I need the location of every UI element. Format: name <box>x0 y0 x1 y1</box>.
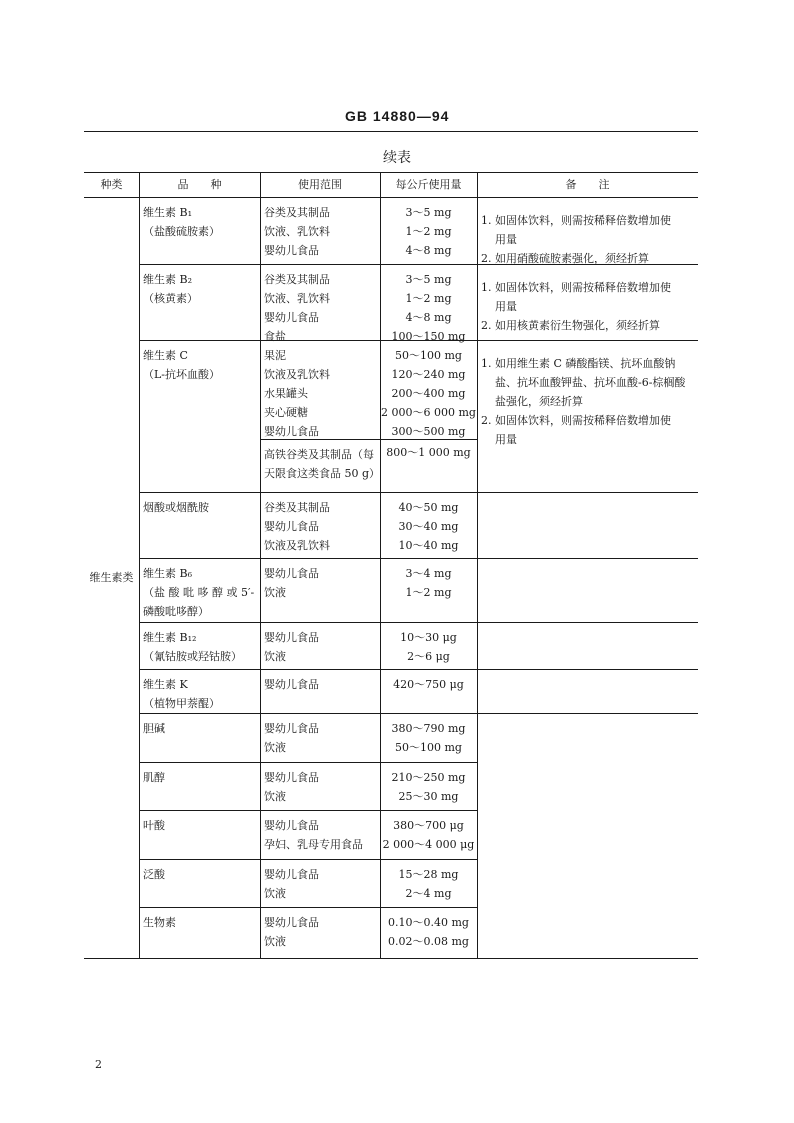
row-divider <box>139 713 477 714</box>
use-scope: 水果罐头 <box>264 387 308 400</box>
variety-name: 叶酸 <box>143 819 165 832</box>
remark-text: 2. 如固体饮料，则需按稀释倍数增加使 <box>481 414 671 427</box>
row-divider <box>139 762 477 763</box>
vitamin-fortification-table <box>84 172 698 958</box>
remark-text: 盐强化，须经折算 <box>495 395 583 408</box>
dosage-per-kg: 200～400 mg <box>391 387 466 400</box>
use-scope: 婴幼儿食品 <box>264 425 319 438</box>
use-scope: 婴幼儿食品 <box>264 771 319 784</box>
variety-name: （盐 酸 吡 哆 醇 或 5′- <box>143 586 255 599</box>
header-rule <box>84 131 698 132</box>
variety-name: （核黄素） <box>143 292 198 305</box>
variety-name: 泛酸 <box>143 868 165 881</box>
row-divider <box>139 810 477 811</box>
variety-name: （盐酸硫胺素） <box>143 225 220 238</box>
dosage-per-kg: 0.10～0.40 mg <box>388 916 469 929</box>
page-number: 2 <box>95 1058 102 1071</box>
use-scope: 饮液 <box>264 586 286 599</box>
dosage-per-kg: 3～4 mg <box>405 567 452 580</box>
remark-text: 用量 <box>495 433 517 446</box>
notes-divider <box>477 622 698 623</box>
dosage-per-kg: 4～8 mg <box>405 244 452 257</box>
variety-name: 维生素 B₁ <box>143 206 192 219</box>
variety-name: （植物甲萘醌） <box>143 697 220 710</box>
row-divider <box>139 669 477 670</box>
table-bottom-rule <box>84 958 698 959</box>
column-header: 每公斤使用量 <box>395 178 462 191</box>
row-divider <box>139 492 698 493</box>
remark-text: 用量 <box>495 233 517 246</box>
use-scope: 高铁谷类及其制品（每 <box>264 448 374 461</box>
column-rule <box>260 172 261 958</box>
dosage-per-kg: 25～30 mg <box>398 790 459 803</box>
variety-name: 维生素 B₆ <box>143 567 192 580</box>
dosage-per-kg: 2～6 μg <box>407 650 450 663</box>
variety-name: 磷酸吡哆醇） <box>143 605 209 618</box>
dosage-per-kg: 3～5 mg <box>405 206 452 219</box>
use-scope: 谷类及其制品 <box>264 206 330 219</box>
standard-code: GB 14880—94 <box>345 108 450 124</box>
use-scope: 婴幼儿食品 <box>264 244 319 257</box>
use-scope: 孕妇、乳母专用食品 <box>264 838 363 851</box>
dosage-per-kg: 1～2 mg <box>405 586 452 599</box>
use-scope: 天限食这类食品 50 g） <box>264 467 381 480</box>
use-scope: 饮液 <box>264 650 286 663</box>
dosage-per-kg: 4～8 mg <box>405 311 452 324</box>
use-scope: 婴幼儿食品 <box>264 819 319 832</box>
dosage-per-kg: 40～50 mg <box>398 501 459 514</box>
use-scope: 婴幼儿食品 <box>264 567 319 580</box>
remark-text: 1. 如用维生素 C 磷酸酯镁、抗坏血酸钠 <box>481 357 676 370</box>
use-scope: 婴幼儿食品 <box>264 311 319 324</box>
column-header: 使用范围 <box>298 178 342 191</box>
dosage-per-kg: 100～150 mg <box>391 330 466 343</box>
variety-name: 肌醇 <box>143 771 165 784</box>
row-divider <box>139 558 477 559</box>
dosage-per-kg: 1～2 mg <box>405 225 452 238</box>
dosage-per-kg: 0.02～0.08 mg <box>388 935 469 948</box>
dosage-per-kg: 50～100 mg <box>395 741 462 754</box>
dosage-per-kg: 420～750 μg <box>393 678 464 691</box>
variety-name: 维生素 B₁₂ <box>143 631 197 644</box>
dosage-per-kg: 30～40 mg <box>398 520 459 533</box>
table-top-rule <box>84 172 698 173</box>
use-scope: 夹心硬糖 <box>264 406 308 419</box>
use-scope: 饮液 <box>264 935 286 948</box>
dosage-per-kg: 2 000～4 000 μg <box>382 838 475 851</box>
dosage-per-kg: 15～28 mg <box>398 868 459 881</box>
notes-divider <box>477 713 698 714</box>
column-header: 备 注 <box>565 178 610 191</box>
use-scope: 婴幼儿食品 <box>264 868 319 881</box>
variety-name: 胆碱 <box>143 722 165 735</box>
variety-name: 维生素 C <box>143 349 188 362</box>
dosage-per-kg: 3～5 mg <box>405 273 452 286</box>
dosage-per-kg: 2 000～6 000 mg <box>381 406 476 419</box>
dosage-per-kg: 380～700 μg <box>393 819 464 832</box>
use-scope: 谷类及其制品 <box>264 501 330 514</box>
table-caption: 续表 <box>383 150 411 166</box>
variety-name: （氰钴胺或羟钴胺） <box>143 650 242 663</box>
category-label: 维生素类 <box>89 570 134 584</box>
row-divider <box>139 907 477 908</box>
column-header: 种类 <box>100 178 123 191</box>
column-rule <box>139 172 140 958</box>
dosage-per-kg: 10～30 μg <box>400 631 457 644</box>
use-scope: 饮液、乳饮料 <box>264 225 330 238</box>
header-bottom-rule <box>84 197 698 198</box>
dosage-per-kg: 300～500 mg <box>391 425 466 438</box>
variety-name: 烟酸或烟酰胺 <box>143 501 209 514</box>
use-scope: 饮液及乳饮料 <box>264 368 330 381</box>
use-scope: 饮液、乳饮料 <box>264 292 330 305</box>
column-header: 品 种 <box>177 178 222 191</box>
remark-text: 1. 如固体饮料，则需按稀释倍数增加使 <box>481 281 671 294</box>
use-scope: 饮液及乳饮料 <box>264 539 330 552</box>
dosage-per-kg: 800～1 000 mg <box>386 446 471 459</box>
row-divider <box>139 859 477 860</box>
column-rule <box>477 172 478 958</box>
remark-text: 盐、抗坏血酸钾盐、抗坏血酸-6-棕榈酸 <box>495 376 686 389</box>
use-scope: 婴幼儿食品 <box>264 916 319 929</box>
variety-name: （L-抗坏血酸） <box>143 368 221 381</box>
use-scope: 婴幼儿食品 <box>264 520 319 533</box>
dosage-per-kg: 2～4 mg <box>405 887 452 900</box>
notes-divider <box>477 558 698 559</box>
use-scope: 婴幼儿食品 <box>264 722 319 735</box>
use-scope: 婴幼儿食品 <box>264 678 319 691</box>
remark-text: 2. 如用硝酸硫胺素强化，须经折算 <box>481 252 649 265</box>
remark-text: 2. 如用核黄素衍生物强化，须经折算 <box>481 319 660 332</box>
dosage-per-kg: 10～40 mg <box>398 539 459 552</box>
use-scope: 饮液 <box>264 887 286 900</box>
use-scope: 谷类及其制品 <box>264 273 330 286</box>
dosage-per-kg: 380～790 mg <box>391 722 466 735</box>
dosage-per-kg: 210～250 mg <box>391 771 466 784</box>
dosage-per-kg: 1～2 mg <box>405 292 452 305</box>
use-scope: 食盐 <box>264 330 286 343</box>
use-scope: 婴幼儿食品 <box>264 631 319 644</box>
remark-text: 用量 <box>495 300 517 313</box>
variety-name: 维生素 K <box>143 678 188 691</box>
variety-name: 维生素 B₂ <box>143 273 192 286</box>
remark-text: 1. 如固体饮料，则需按稀释倍数增加使 <box>481 214 671 227</box>
use-scope: 饮液 <box>264 790 286 803</box>
variety-name: 生物素 <box>143 916 176 929</box>
use-scope: 果泥 <box>264 349 286 362</box>
notes-divider <box>477 669 698 670</box>
dosage-per-kg: 120～240 mg <box>391 368 466 381</box>
row-divider <box>139 622 477 623</box>
use-scope: 饮液 <box>264 741 286 754</box>
dosage-per-kg: 50～100 mg <box>395 349 462 362</box>
